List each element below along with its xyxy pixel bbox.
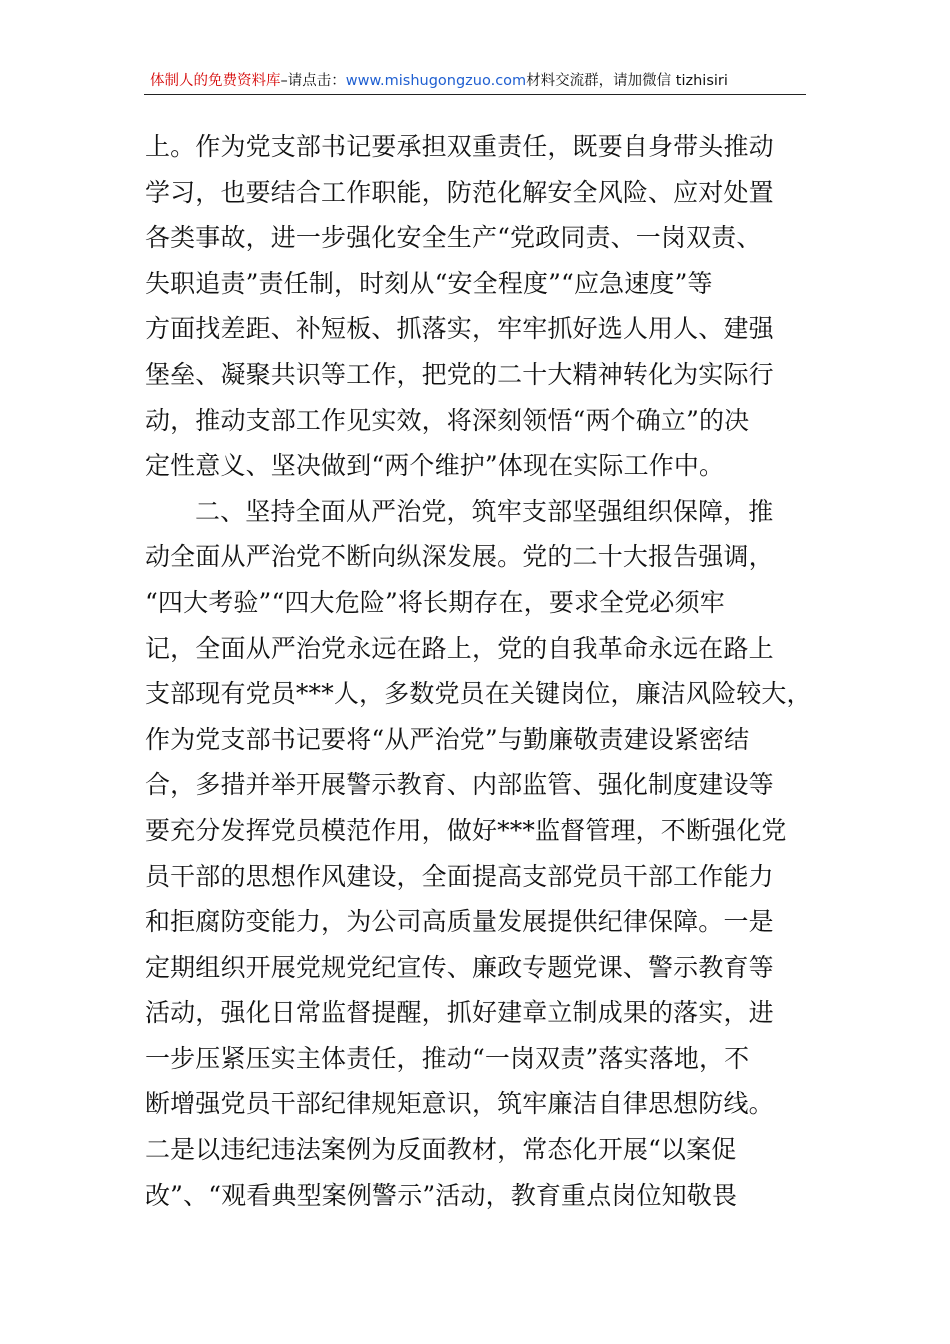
text-line: 作为党支部书记要将“从严治党”与勤廉敬责建设紧密结 [145, 724, 750, 754]
text-line: 记，全面从严治党永远在路上，党的自我革命永远在路上 [145, 633, 774, 663]
header-divider [144, 94, 806, 95]
text-line: 一步压紧压实主体责任，推动“一岗双责”落实落地，不 [145, 1043, 750, 1073]
text-line: 定性意义、坚决做到“两个维护”体现在实际工作中。 [145, 451, 725, 481]
text-line: 定期组织开展党规党纪宣传、廉政专题党课、警示教育等 [145, 952, 774, 982]
header-prompt: –请点击： [280, 73, 346, 89]
header-url-link[interactable]: www.mishugongzuo.com [345, 73, 527, 89]
paragraph-start-line: 二、坚持全面从严治党，筑牢支部坚强组织保障，推 [195, 496, 774, 526]
page-header [150, 70, 806, 92]
text-line: 堡垒、凝聚共识等工作，把党的二十大精神转化为实际行 [145, 359, 774, 389]
text-line: 各类事故，进一步强化安全生产“党政同责、一岗双责、 [145, 223, 762, 253]
text-line: 上。作为党支部书记要承担双重责任，既要自身带头推动 [145, 132, 774, 161]
text-line: 二是以违纪违法案例为反面教材，常态化开展“以案促 [145, 1135, 737, 1165]
text-line: 合，多措并举开展警示教育、内部监管、强化制度建设等 [145, 770, 774, 800]
text-line: 活动，强化日常监督提醒，抓好建章立制成果的落实，进 [145, 998, 774, 1028]
text-line: 动全面从严治党不断向纵深发展。党的二十大报告强调， [145, 542, 774, 572]
header-contact-text: 材料交流群，请加微信 tizhisiri [526, 73, 728, 89]
document-body [145, 124, 810, 1218]
text-line: 方面找差距、补短板、抓落实，牢牢抓好选人用人、建强 [145, 314, 774, 344]
text-line: 要充分发挥党员模范作用，做好***监督管理，不断强化党 [145, 815, 787, 845]
text-line: 和拒腐防变能力，为公司高质量发展提供纪律保障。一是 [145, 907, 774, 937]
text-line: 学习，也要结合工作职能，防范化解安全风险、应对处置 [145, 177, 774, 207]
text-line: 改”、“观看典型案例警示”活动，教育重点岗位知敬畏 [145, 1180, 738, 1210]
text-line: 失职追责”责任制，时刻从“安全程度”“应急速度”等 [145, 268, 713, 298]
text-line: 动，推动支部工作见实效，将深刻领悟“两个确立”的决 [145, 405, 750, 435]
text-line: 员干部的思想作风建设，全面提高支部党员干部工作能力 [145, 861, 774, 891]
text-line: “四大考验”“四大危险”将长期存在，要求全党必须牢 [145, 587, 725, 617]
header-site-name: 体制人的免费资料库 [150, 73, 281, 89]
text-line: 断增强党员干部纪律规矩意识，筑牢廉洁自律思想防线。 [145, 1089, 774, 1119]
text-line: 支部现有党员***人，多数党员在关键岗位，廉洁风险较大， [145, 679, 812, 709]
